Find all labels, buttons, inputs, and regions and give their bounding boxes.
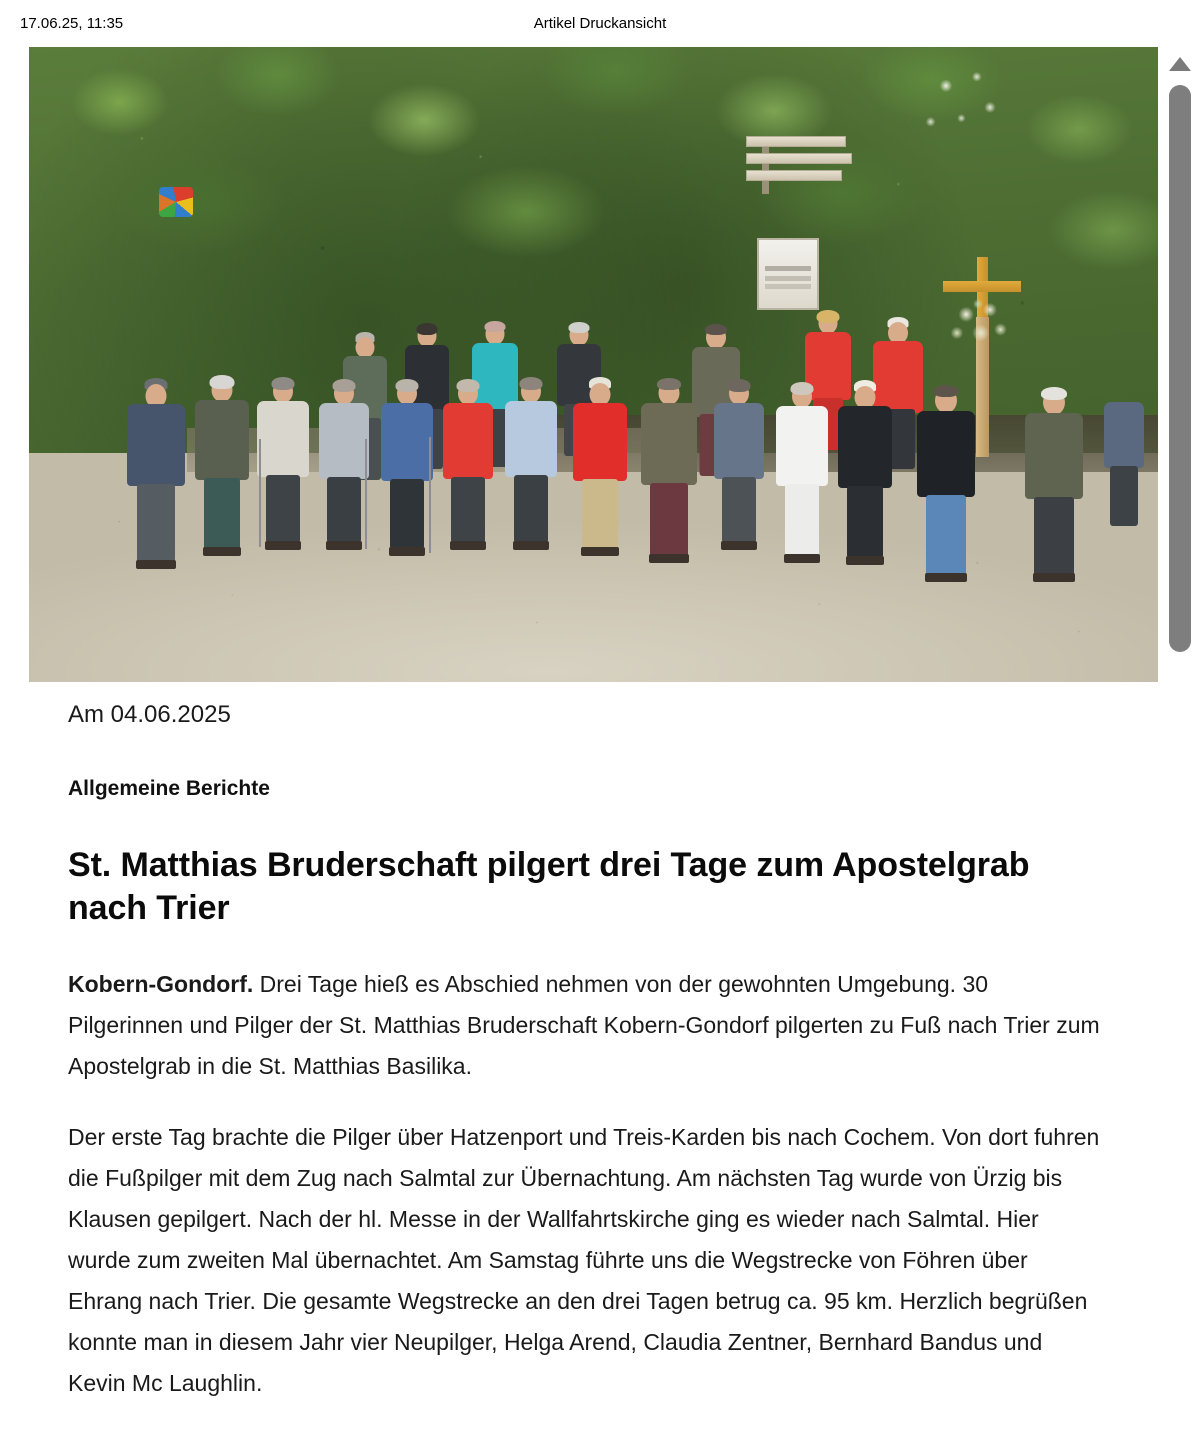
person-figure — [774, 382, 830, 568]
person-hair — [271, 377, 294, 390]
person-torso — [573, 403, 627, 481]
person-legs — [327, 477, 361, 543]
person-legs — [451, 477, 485, 543]
person-figure — [571, 377, 629, 561]
hiking-boots — [513, 541, 549, 550]
person-hair — [332, 379, 355, 392]
person-figure — [1023, 387, 1085, 587]
person-figure — [1102, 392, 1146, 542]
person-hair — [728, 379, 751, 392]
article-body-paragraph: Der erste Tag brachte die Pilger über Hatzenport und Treis-Karden bis nach Cochem. Von dort fuhren die Fußpilger mit dem Zug nach Salmtal zur Übernachtung. Am nächsten Tag wurde von Ürzig bis Klausen gepilgert. Nach der hl. Messe in der Wallfahrtskirche ging es wieder nach Salmtal. Hier wurde zum zweiten Mal übernachtet. Am Samstag führte uns die Wegstrecke von Föhren über Ehrang nach Trier. Die gesamte Wegstrecke an den drei Tagen betrug ca. 95 km. Herzlich begrüßen konnte man in diesem Jahr vier Neupilger, Helga Arend, Claudia Zentner, Bernhard Bandus und Kevin Mc Laughlin. — [68, 1124, 1100, 1396]
scroll-up-arrow-icon[interactable] — [1169, 57, 1191, 71]
person-legs — [847, 486, 883, 558]
person-hair — [209, 375, 234, 389]
person-legs — [204, 478, 240, 550]
person-torso — [505, 401, 557, 477]
article-hero-image — [29, 47, 1158, 682]
article-date: Am 04.06.2025 — [68, 701, 231, 728]
person-legs — [785, 484, 819, 556]
person-figure — [125, 378, 187, 574]
person-legs — [1110, 466, 1138, 526]
person-hair — [395, 379, 418, 392]
signpost-arm — [746, 136, 846, 147]
person-figure — [317, 379, 371, 555]
hiking-boots — [203, 547, 241, 556]
person-hair — [568, 322, 589, 333]
person-torso — [127, 404, 185, 486]
person-figure — [712, 379, 766, 555]
hiking-boots — [1033, 573, 1075, 582]
person-legs — [650, 483, 688, 557]
flower-wreath — [949, 297, 1015, 355]
person-figure — [639, 378, 699, 568]
person-hair — [457, 379, 480, 392]
person-hair — [657, 378, 681, 390]
hiking-boots — [649, 554, 689, 563]
person-legs — [582, 479, 618, 551]
pinwheel-icon — [159, 187, 193, 217]
person-legs — [722, 477, 756, 543]
signpost-icon — [746, 136, 854, 194]
person-legs — [926, 495, 966, 577]
hiking-boots — [925, 573, 967, 582]
article-dateline: Kobern-Gondorf. — [68, 971, 254, 997]
hiking-boots — [784, 554, 820, 563]
person-hair — [485, 321, 506, 332]
hiking-boots — [389, 547, 425, 556]
article-headline: St. Matthias Bruderschaft pilgert drei Tage zum Apostelgrab nach Trier — [68, 846, 1030, 927]
person-torso — [641, 403, 697, 485]
person-figure — [193, 375, 251, 561]
vertical-scrollbar[interactable] — [1158, 47, 1200, 1416]
person-figure — [836, 380, 894, 568]
person-figure — [379, 379, 435, 561]
person-torso — [776, 406, 828, 486]
scrollbar-thumb[interactable] — [1169, 85, 1191, 652]
hiking-pole — [429, 437, 431, 553]
person-figure — [255, 377, 311, 555]
person-torso — [1025, 413, 1083, 499]
person-torso — [1104, 402, 1144, 468]
person-hair — [705, 324, 727, 335]
person-torso — [257, 401, 309, 477]
person-figure — [503, 377, 559, 555]
article-lead-text: Drei Tage hieß es Abschied nehmen von der gewohnten Umgebung. 30 Pilgerinnen und Pilger der St. Matthias Bruderschaft Kobern-Gondorf pilgerten zu Fuß nach Trier zum Apostelgrab in die St. Matthias Basilika. — [68, 971, 1100, 1079]
person-hair — [791, 382, 814, 395]
hiking-boots — [846, 556, 884, 565]
hiking-boots — [136, 560, 176, 569]
person-legs — [137, 484, 175, 562]
signpost-arm — [746, 170, 842, 181]
info-board-icon — [757, 238, 819, 310]
article-category: Allgemeine Berichte — [68, 777, 270, 800]
cross-horizontal-bar — [943, 281, 1021, 292]
print-header — [0, 0, 1200, 47]
person-head — [356, 337, 375, 358]
person-torso — [381, 403, 433, 481]
person-torso — [319, 403, 369, 479]
hiking-boots — [721, 541, 757, 550]
group-photo — [29, 47, 1158, 682]
person-figure — [441, 379, 495, 555]
print-timestamp: 17.06.25, 11:35 — [20, 15, 124, 32]
pilgrim-cross-icon — [943, 257, 1021, 457]
person-hair — [520, 377, 543, 390]
article-body — [68, 700, 1100, 1434]
person-legs — [390, 479, 424, 549]
hiking-boots — [326, 541, 362, 550]
person-legs — [1034, 497, 1074, 577]
article-lead-paragraph — [68, 964, 1100, 1087]
hiking-boots — [450, 541, 486, 550]
person-hair — [817, 310, 840, 323]
hiking-pole — [259, 439, 261, 547]
person-torso — [714, 403, 764, 479]
person-torso — [443, 403, 493, 479]
print-page-title: Artikel Druckansicht — [533, 15, 667, 32]
person-legs — [266, 475, 300, 543]
person-torso — [195, 400, 249, 480]
person-hair — [1041, 387, 1067, 400]
hiking-boots — [265, 541, 301, 550]
blossom-cluster — [913, 66, 1023, 156]
hiking-boots — [581, 547, 619, 556]
signpost-arm — [746, 153, 852, 164]
person-torso — [838, 406, 892, 488]
person-legs — [514, 475, 548, 543]
person-hair — [416, 323, 437, 335]
hiking-pole — [365, 439, 367, 549]
